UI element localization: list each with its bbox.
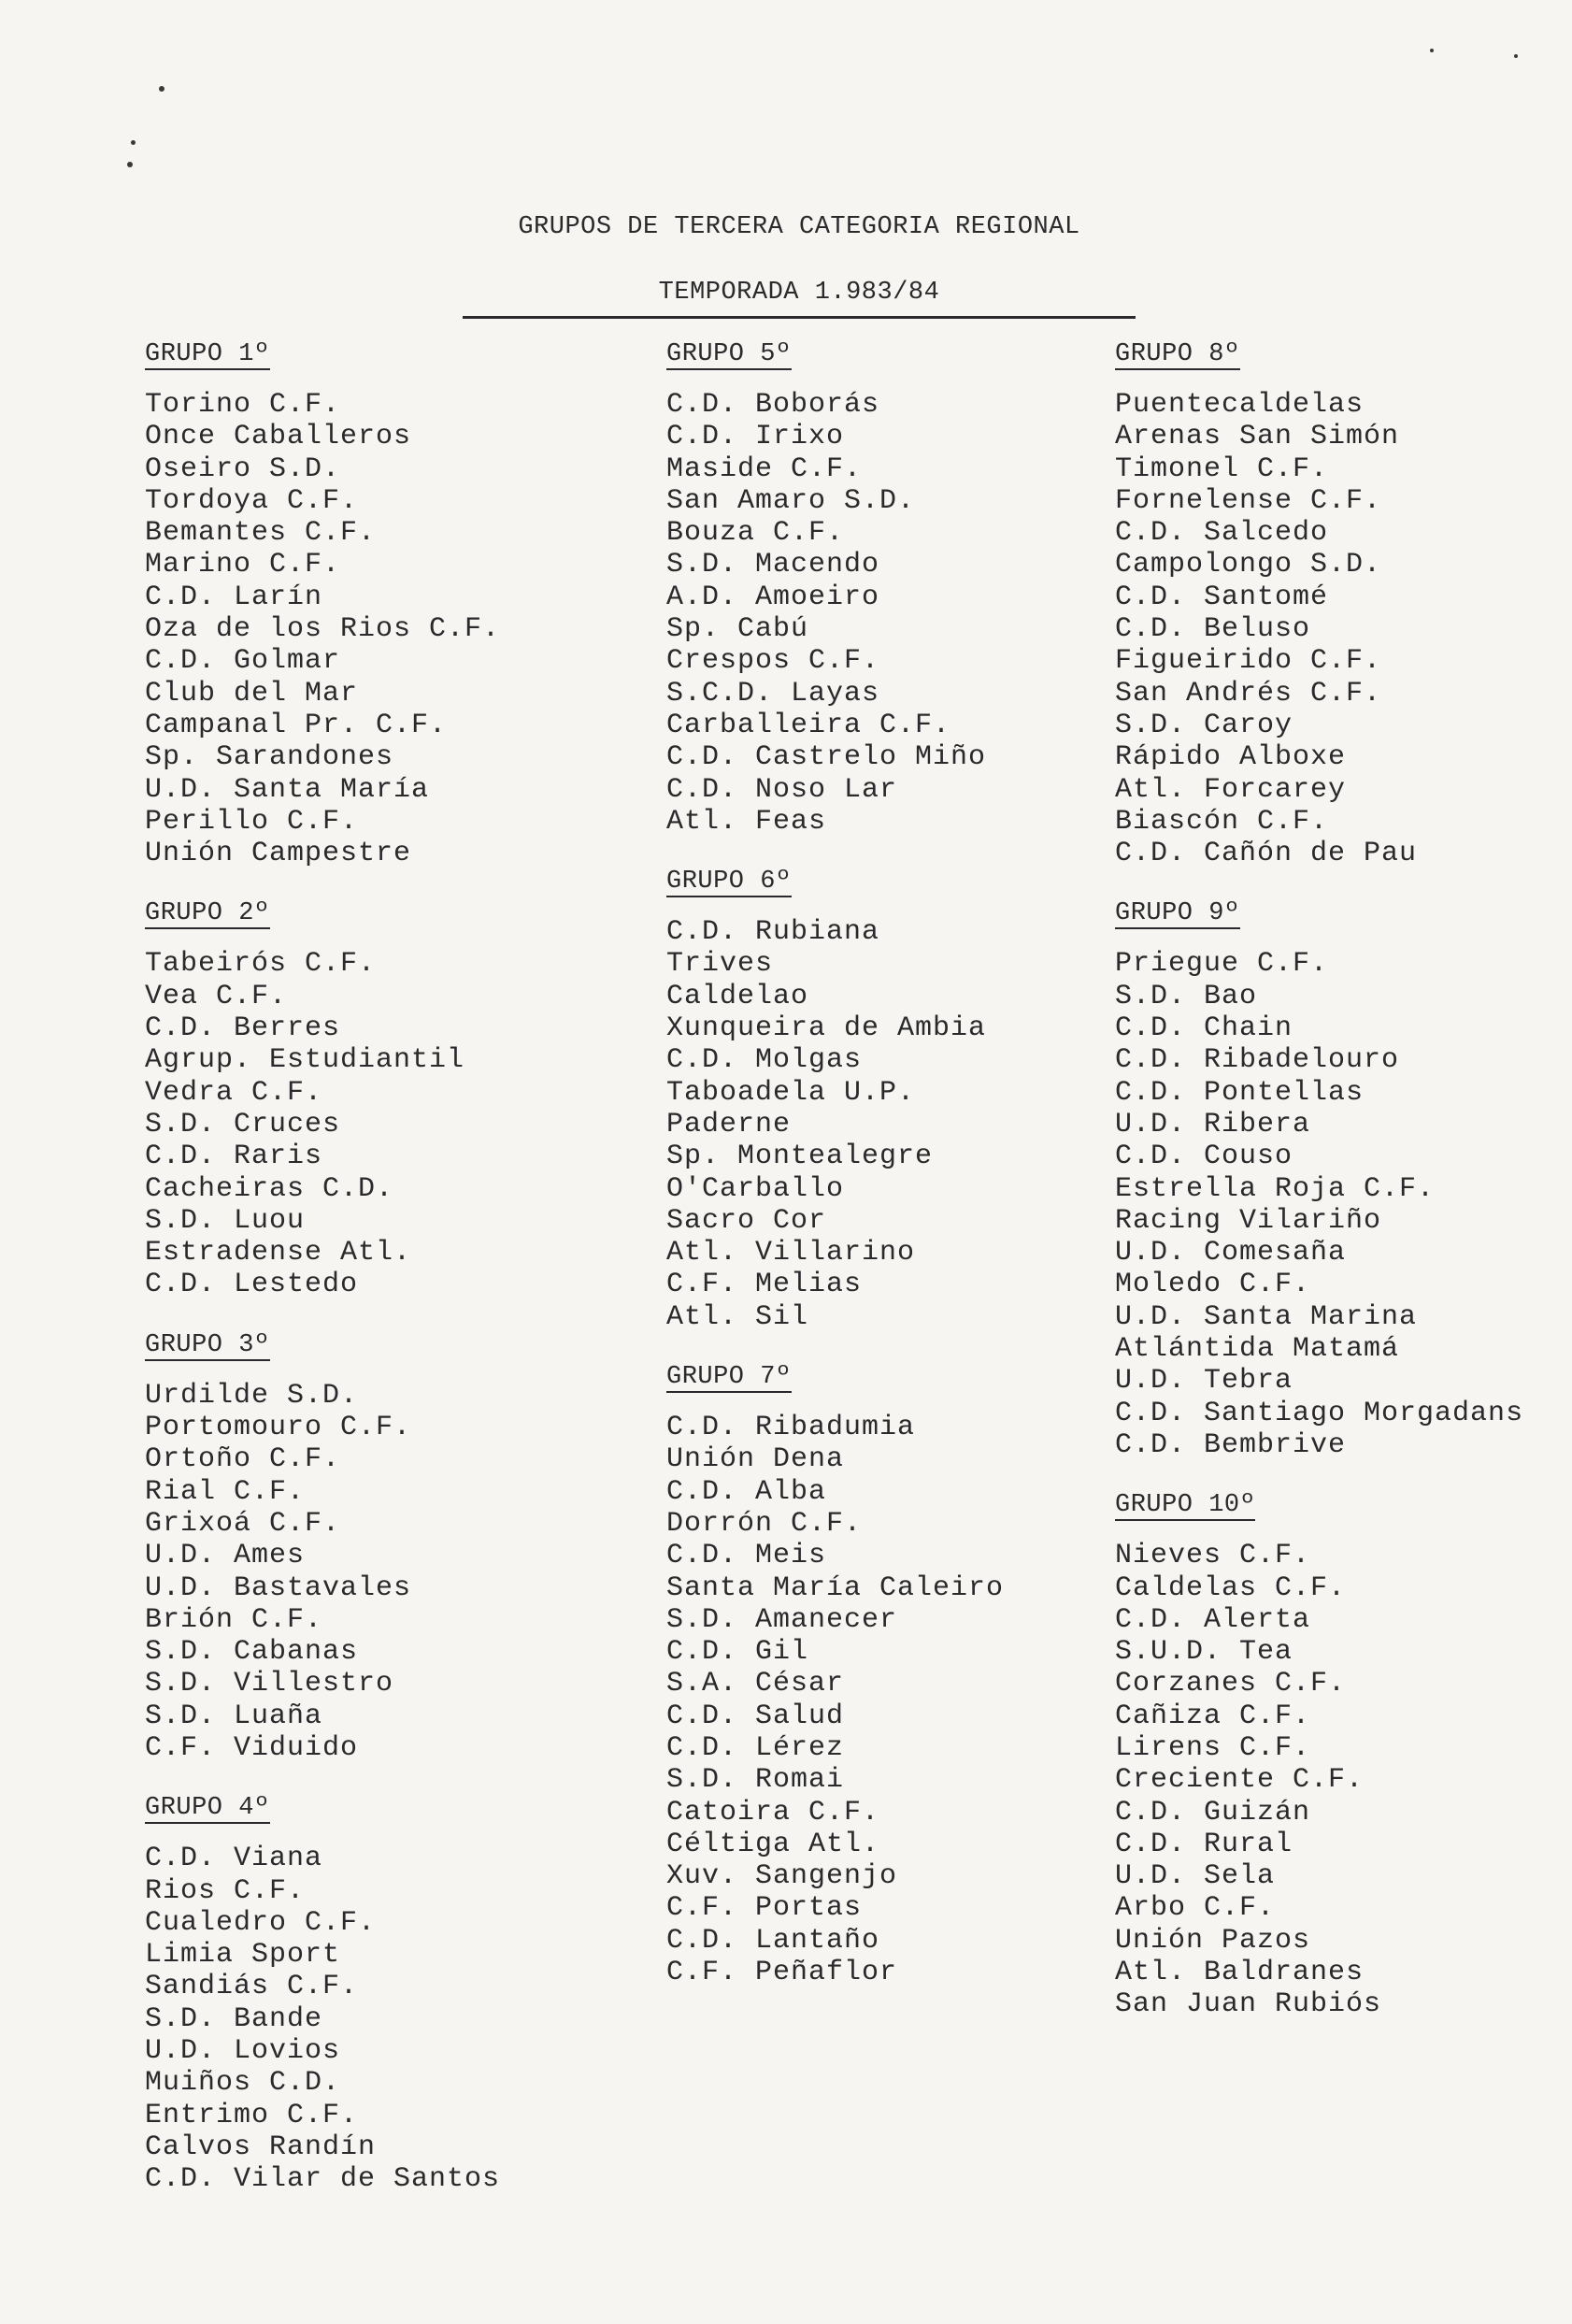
team-item: San Andrés C.F. [1115, 677, 1382, 710]
team-item: Vea C.F. [145, 980, 288, 1012]
group-3 [145, 1331, 631, 1765]
team-item: S.D. Romai [666, 1764, 845, 1797]
team-item: Grixoá C.F. [145, 1507, 341, 1540]
team-item: S.A. César [666, 1668, 845, 1700]
team-item: Cacheiras C.D. [145, 1172, 394, 1205]
group-title: GRUPO 8º [1115, 340, 1240, 368]
team-item: C.D. Salcedo [1115, 517, 1329, 550]
team-item: U.D. Sela [1115, 1860, 1276, 1893]
team-item: U.D. Comesaña [1115, 1237, 1347, 1270]
team-item: C.F. Melias [666, 1269, 863, 1301]
team-item: S.D. Caroy [1115, 709, 1293, 741]
team-item: C.D. Raris [145, 1140, 323, 1173]
team-item: Racing Vilariño [1115, 1204, 1382, 1237]
team-item: Arenas San Simón [1115, 421, 1400, 453]
group-title: GRUPO 7º [666, 1363, 792, 1392]
team-item: U.D. Tebra [1115, 1365, 1293, 1398]
team-item: Vedra C.F. [145, 1076, 323, 1109]
team-item: C.D. Noso Lar [666, 773, 898, 806]
team-item: C.D. Meis [666, 1540, 827, 1572]
column-2 [666, 340, 1152, 2018]
team-item: Rápido Alboxe [1115, 741, 1347, 774]
team-item: Priegue C.F. [1115, 948, 1329, 981]
team-item: Bouza C.F. [666, 517, 845, 550]
team-item: A.D. Amoeiro [666, 581, 880, 613]
team-item: C.F. Portas [666, 1892, 863, 1925]
team-item: Rios C.F. [145, 1874, 306, 1907]
team-item: C.D. Cañón de Pau [1115, 838, 1418, 870]
team-item: Atl. Baldranes [1115, 1957, 1365, 1989]
team-item: Carballeira C.F. [666, 709, 951, 741]
team-item: Tordoya C.F. [145, 484, 359, 517]
group-6 [666, 868, 1152, 1333]
team-item: Xunqueira de Ambia [666, 1012, 987, 1045]
team-item: Atl. Villarino [666, 1237, 916, 1270]
team-item: Unión Dena [666, 1443, 845, 1476]
team-item: Agrup. Estudiantil [145, 1044, 465, 1077]
team-item: S.D. Luou [145, 1204, 306, 1237]
paper-speck [127, 162, 133, 167]
team-item: Biascón C.F. [1115, 805, 1329, 838]
team-item: C.D. Bembrive [1115, 1428, 1347, 1461]
team-item: Maside C.F. [666, 452, 863, 485]
team-item: S.D. Macendo [666, 549, 880, 581]
team-item: Sandiás C.F. [145, 1971, 359, 2003]
team-item: Muiños C.D. [145, 2067, 341, 2100]
team-item: C.D. Berres [145, 1012, 341, 1045]
group-1 [145, 340, 631, 869]
team-item: Oseiro S.D. [145, 452, 341, 485]
team-item: C.D. Rural [1115, 1828, 1293, 1860]
team-item: Brión C.F. [145, 1603, 323, 1636]
team-item: C.D. Beluso [1115, 613, 1311, 646]
team-item: S.U.D. Tea [1115, 1636, 1293, 1669]
team-item: C.D. Golmar [145, 645, 341, 678]
team-item: U.D. Santa Marina [1115, 1300, 1418, 1333]
team-item: Sp. Montealegre [666, 1140, 934, 1173]
team-item: Estrella Roja C.F. [1115, 1172, 1436, 1205]
team-item: U.D. Ames [145, 1540, 306, 1572]
team-item: C.D. Salud [666, 1700, 845, 1732]
team-item: Moledo C.F. [1115, 1269, 1311, 1301]
team-item: Urdilde S.D. [145, 1379, 359, 1412]
team-item: Rial C.F. [145, 1475, 306, 1508]
team-item: Figueirido C.F. [1115, 645, 1382, 678]
team-item: Campolongo S.D. [1115, 549, 1382, 581]
team-item: Once Caballeros [145, 421, 412, 453]
team-item: Cañiza C.F. [1115, 1700, 1311, 1732]
group-title: GRUPO 10º [1115, 1491, 1256, 1520]
group-title: GRUPO 1º [145, 340, 270, 368]
team-item: Entrimo C.F. [145, 2099, 359, 2131]
team-item: C.D. Vilar de Santos [145, 2163, 501, 2196]
team-item: Unión Campestre [145, 838, 412, 870]
team-item: San Amaro S.D. [666, 484, 916, 517]
group-title: GRUPO 6º [666, 868, 792, 897]
season-heading: TEMPORADA 1.983/84 [463, 279, 1136, 319]
team-item: Puentecaldelas [1115, 389, 1365, 421]
team-item: S.D. Villestro [145, 1668, 394, 1700]
team-item: San Juan Rubiós [1115, 1988, 1382, 2021]
team-item: Fornelense C.F. [1115, 484, 1382, 517]
team-item: Campanal Pr. C.F. [145, 709, 448, 741]
group-title: GRUPO 5º [666, 340, 792, 368]
team-item: C.D. Lantaño [666, 1924, 880, 1957]
team-item: C.D. Chain [1115, 1012, 1293, 1045]
team-item: Dorrón C.F. [666, 1507, 863, 1540]
team-item: Torino C.F. [145, 389, 341, 421]
team-item: C.D. Castrelo Miño [666, 741, 987, 774]
team-item: C.F. Peñaflor [666, 1957, 898, 1989]
group-5 [666, 340, 1152, 838]
column-1 [145, 340, 631, 2226]
team-item: C.D. Lestedo [145, 1269, 359, 1301]
team-item: C.D. Guizán [1115, 1796, 1311, 1829]
team-item: O'Carballo [666, 1172, 845, 1205]
team-item: C.F. Viduido [145, 1731, 359, 1764]
team-item: Sp. Cabú [666, 613, 809, 646]
team-item: Paderne [666, 1108, 792, 1140]
team-item: Creciente C.F. [1115, 1764, 1365, 1797]
team-item: Corzanes C.F. [1115, 1668, 1347, 1700]
team-item: Caldelas C.F. [1115, 1571, 1347, 1604]
team-item: C.D. Molgas [666, 1044, 863, 1077]
paper-speck [131, 140, 136, 145]
group-title: GRUPO 9º [1115, 899, 1240, 928]
group-10 [1115, 1491, 1572, 2020]
team-item: Taboadela U.P. [666, 1076, 916, 1109]
team-item: Nieves C.F. [1115, 1540, 1311, 1572]
team-item: C.D. Larín [145, 581, 323, 613]
team-item: S.D. Bao [1115, 980, 1258, 1012]
team-item: C.D. Alba [666, 1475, 827, 1508]
team-item: Atl. Forcarey [1115, 773, 1347, 806]
team-item: Trives [666, 948, 774, 981]
team-item: C.D. Santiago Morgadans [1115, 1397, 1524, 1429]
team-item: Arbo C.F. [1115, 1892, 1276, 1925]
group-2 [145, 899, 631, 1300]
team-item: Catoira C.F. [666, 1796, 880, 1829]
paper-speck [1430, 49, 1434, 52]
team-item: Caldelao [666, 980, 809, 1012]
team-item: C.D. Alerta [1115, 1603, 1311, 1636]
team-item: C.D. Irixo [666, 421, 845, 453]
team-item: Limia Sport [145, 1939, 341, 1972]
team-item: Perillo C.F. [145, 805, 359, 838]
document-title: GRUPOS DE TERCERA CATEGORIA REGIONAL [518, 213, 1080, 241]
team-item: Unión Pazos [1115, 1924, 1311, 1957]
team-item: U.D. Lovios [145, 2035, 341, 2068]
team-item: Timonel C.F. [1115, 452, 1329, 485]
team-item: S.D. Bande [145, 2002, 323, 2035]
team-item: Xuv. Sangenjo [666, 1860, 898, 1893]
team-item: Cualedro C.F. [145, 1906, 377, 1939]
team-item: Marino C.F. [145, 549, 341, 581]
team-item: C.D. Viana [145, 1843, 323, 1875]
team-item: Atl. Sil [666, 1300, 809, 1333]
team-item: S.D. Luaña [145, 1700, 323, 1732]
team-item: Santa María Caleiro [666, 1571, 1005, 1604]
team-item: Calvos Randín [145, 2130, 377, 2163]
paper-speck [159, 86, 164, 92]
team-item: C.D. Ribadelouro [1115, 1044, 1400, 1077]
team-item: Tabeirós C.F. [145, 948, 377, 981]
group-8 [1115, 340, 1572, 869]
group-title: GRUPO 2º [145, 899, 270, 928]
team-item: C.D. Pontellas [1115, 1076, 1365, 1109]
team-item: C.D. Rubiana [666, 916, 880, 949]
team-item: Lirens C.F. [1115, 1731, 1311, 1764]
team-item: C.D. Santomé [1115, 581, 1329, 613]
team-item: Atlántida Matamá [1115, 1333, 1400, 1366]
team-item: Sacro Cor [666, 1204, 827, 1237]
team-item: Céltiga Atl. [666, 1828, 880, 1860]
group-7 [666, 1363, 1152, 1988]
team-item: Portomouro C.F. [145, 1412, 412, 1444]
team-item: U.D. Ribera [1115, 1108, 1311, 1140]
team-item: Oza de los Rios C.F. [145, 613, 501, 646]
group-title: GRUPO 3º [145, 1330, 270, 1359]
team-item: Club del Mar [145, 677, 359, 710]
group-9 [1115, 899, 1572, 1461]
team-item: Ortoño C.F. [145, 1443, 341, 1476]
group-title: GRUPO 4º [145, 1794, 270, 1823]
team-item: Crespos C.F. [666, 645, 880, 678]
team-item: C.D. Couso [1115, 1140, 1293, 1173]
team-item: C.D. Boborás [666, 389, 880, 421]
team-item: Estradense Atl. [145, 1237, 412, 1270]
team-item: Sp. Sarandones [145, 741, 394, 774]
group-4 [145, 1794, 631, 2195]
team-item: S.D. Amanecer [666, 1603, 898, 1636]
column-3 [1115, 340, 1572, 2051]
team-item: U.D. Santa María [145, 773, 430, 806]
paper-speck [1514, 54, 1518, 58]
team-item: S.D. Cruces [145, 1108, 341, 1140]
team-item: U.D. Bastavales [145, 1571, 412, 1604]
team-item: Atl. Feas [666, 805, 827, 838]
team-item: S.C.D. Layas [666, 677, 880, 710]
team-item: C.D. Ribadumia [666, 1412, 916, 1444]
team-item: C.D. Lérez [666, 1731, 845, 1764]
team-item: C.D. Gil [666, 1636, 809, 1669]
team-item: Bemantes C.F. [145, 517, 377, 550]
team-item: S.D. Cabanas [145, 1636, 359, 1669]
